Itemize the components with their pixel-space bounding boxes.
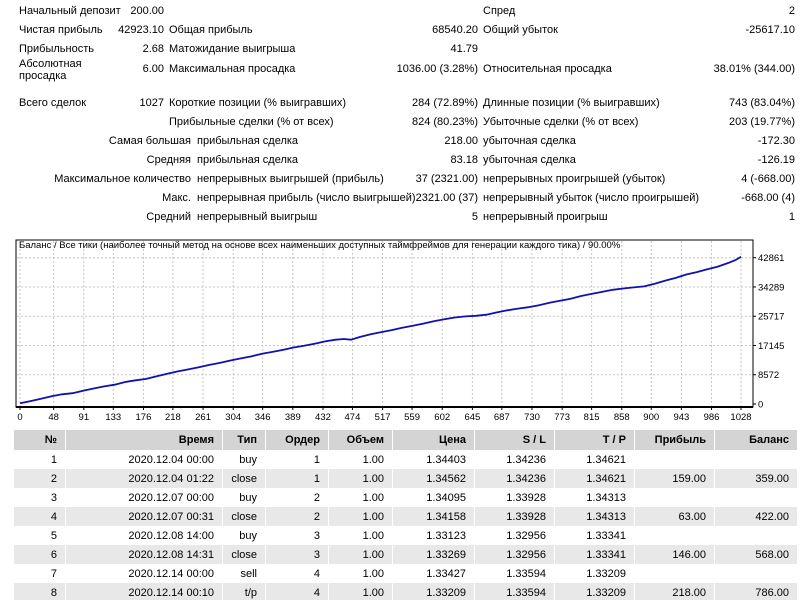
table-cell: 1.33123 <box>393 526 475 545</box>
table-cell: 1.34621 <box>555 469 635 488</box>
stat-label: Чистая прибыль <box>19 24 103 36</box>
x-tick-label: 133 <box>105 412 122 423</box>
table-cell: 1.00 <box>329 450 393 469</box>
table-cell: 4 <box>14 507 66 526</box>
table-cell <box>635 450 715 469</box>
table-cell: 1.34236 <box>475 469 555 488</box>
table-row[interactable] <box>14 450 798 469</box>
stat-label: Максимальная просадка <box>169 63 296 75</box>
column-header: T / P <box>555 430 635 450</box>
table-cell: 1.33209 <box>555 564 635 583</box>
stat-label: Спред <box>483 5 516 17</box>
x-tick-label: 815 <box>583 412 600 423</box>
trades-table <box>14 430 798 600</box>
stat-label: убыточная сделка <box>483 154 576 166</box>
stat-value: 2 <box>788 5 795 17</box>
y-tick-label: 0 <box>758 399 764 411</box>
stat-label: Средний <box>146 211 191 223</box>
y-tick-label: 25717 <box>758 311 785 323</box>
table-cell: 2020.12.08 14:00 <box>66 526 223 545</box>
x-tick-label: 645 <box>464 412 481 423</box>
table-cell: close <box>223 469 266 488</box>
table-cell: 3 <box>266 526 329 545</box>
stat-value: 4 (-668.00) <box>741 173 795 185</box>
y-tick-label: 34289 <box>758 282 785 294</box>
x-tick-label: 687 <box>493 412 510 423</box>
table-row[interactable] <box>14 507 798 526</box>
stat-label: прибыльная сделка <box>197 135 299 147</box>
table-cell <box>715 488 798 507</box>
stat-label: Абсолютная просадка <box>19 58 82 82</box>
table-cell: 1.33209 <box>393 583 475 600</box>
table-cell: 1.33341 <box>555 545 635 564</box>
table-cell: 2020.12.04 00:00 <box>66 450 223 469</box>
table-cell: 2020.12.07 00:31 <box>66 507 223 526</box>
table-cell: 3 <box>14 488 66 507</box>
stat-label: Убыточные сделки (% от всех) <box>483 116 639 128</box>
x-tick-label: 1028 <box>730 412 752 423</box>
table-cell <box>715 564 798 583</box>
trades-table-grid <box>14 430 798 600</box>
stat-label: Всего сделок <box>19 97 87 109</box>
stat-label: непрерывных выигрышей (прибыль) <box>197 173 384 185</box>
table-cell: close <box>223 507 266 526</box>
summary-row <box>0 192 812 208</box>
stat-value: 38.01% (344.00) <box>713 63 795 75</box>
y-tick-label: 8572 <box>758 370 780 382</box>
table-cell: t/p <box>223 583 266 600</box>
table-header-row <box>14 430 798 450</box>
table-cell: 218.00 <box>635 583 715 600</box>
table-cell: 4 <box>266 583 329 600</box>
column-header: Время <box>66 430 223 450</box>
table-cell: 359.00 <box>715 469 798 488</box>
table-cell: 159.00 <box>635 469 715 488</box>
stat-value: 218.00 <box>444 135 478 147</box>
summary-row <box>0 43 812 59</box>
table-cell: 1.34313 <box>555 507 635 526</box>
stat-value: -172.30 <box>757 135 795 147</box>
table-cell: buy <box>223 526 266 545</box>
stat-value: 1027 <box>139 97 164 109</box>
x-tick-label: 858 <box>613 412 630 423</box>
stat-value: 2.68 <box>142 43 164 55</box>
stat-value: 68540.20 <box>432 24 478 36</box>
table-cell: 1.00 <box>329 507 393 526</box>
stat-value: 37 (2321.00) <box>415 173 478 185</box>
x-tick-label: 943 <box>673 412 690 423</box>
summary-row <box>0 97 812 113</box>
table-cell: 7 <box>14 564 66 583</box>
stat-label: Прибыльность <box>19 43 94 55</box>
table-cell: 1.33269 <box>393 545 475 564</box>
table-cell: 1.32956 <box>475 526 555 545</box>
stat-value: 1036.00 (3.28%) <box>396 63 478 75</box>
table-cell: 1.33209 <box>555 583 635 600</box>
table-cell <box>715 526 798 545</box>
summary-row <box>0 24 812 40</box>
stat-label: Относительная просадка <box>483 63 612 75</box>
stat-label: Самая большая <box>108 135 191 147</box>
x-tick-label: 304 <box>225 412 242 423</box>
x-tick-label: 559 <box>404 412 420 423</box>
table-cell: 3 <box>266 545 329 564</box>
stat-value: 41.79 <box>450 43 478 55</box>
stat-label: Матожидание выигрыша <box>169 43 296 55</box>
table-cell <box>635 564 715 583</box>
stat-value: 824 (80.23%) <box>411 116 478 128</box>
table-cell: 1.34313 <box>555 488 635 507</box>
table-cell: 5 <box>14 526 66 545</box>
table-cell: 2 <box>14 469 66 488</box>
summary-row <box>0 173 812 189</box>
table-cell: 1.34158 <box>393 507 475 526</box>
stat-value: -126.19 <box>757 154 795 166</box>
x-tick-label: 91 <box>78 412 90 423</box>
table-cell: 63.00 <box>635 507 715 526</box>
x-tick-label: 176 <box>135 412 152 423</box>
stat-label: Прибыльные сделки (% от всех) <box>169 116 334 128</box>
table-cell: 4 <box>266 564 329 583</box>
y-tick-label: 17145 <box>758 340 785 352</box>
column-header: Баланс <box>715 430 798 450</box>
table-cell: 1.00 <box>329 526 393 545</box>
table-cell: 1.00 <box>329 583 393 600</box>
stat-value: 2321.00 (37) <box>415 192 478 204</box>
stat-label: Максимальное количество <box>54 173 191 185</box>
table-row[interactable] <box>14 564 798 583</box>
table-cell <box>715 450 798 469</box>
x-tick-label: 900 <box>643 412 660 423</box>
stat-label: убыточная сделка <box>483 135 576 147</box>
summary-row <box>0 211 812 227</box>
y-tick-label: 42861 <box>758 253 785 265</box>
stat-value: 1 <box>788 211 795 223</box>
table-row[interactable] <box>14 469 798 488</box>
table-cell <box>635 526 715 545</box>
x-tick-label: 0 <box>17 412 23 423</box>
table-cell: 1.32956 <box>475 545 555 564</box>
table-cell: 8 <box>14 583 66 600</box>
x-tick-label: 517 <box>374 412 391 423</box>
column-header: Объем <box>329 430 393 450</box>
table-cell: 1.33928 <box>475 507 555 526</box>
table-cell: 1.34621 <box>555 450 635 469</box>
chart-title: Баланс / Все тики (наиболее точный метод на основе всех наименьших доступных таймфреймов для генерации каждого тика) / 90.00% <box>19 240 621 251</box>
table-cell: 1 <box>266 469 329 488</box>
balance-chart-canvas <box>0 236 812 432</box>
stat-label: Общий убыток <box>483 24 558 36</box>
table-row[interactable] <box>14 526 798 545</box>
stat-value: 200.00 <box>130 5 164 17</box>
table-cell: close <box>223 545 266 564</box>
stat-value: 203 (19.77%) <box>728 116 795 128</box>
table-cell: 1.33594 <box>475 564 555 583</box>
table-cell: 2 <box>266 488 329 507</box>
summary-row <box>0 154 812 170</box>
table-cell: 1.00 <box>329 564 393 583</box>
column-header: Тип <box>223 430 266 450</box>
table-cell: 568.00 <box>715 545 798 564</box>
stat-value: 6.00 <box>142 63 164 75</box>
table-row[interactable] <box>14 583 798 600</box>
column-header: № <box>14 430 66 450</box>
table-cell: 786.00 <box>715 583 798 600</box>
x-tick-label: 730 <box>524 412 540 423</box>
table-cell: 1.00 <box>329 488 393 507</box>
table-cell: 2 <box>266 507 329 526</box>
stat-value: 83.18 <box>450 154 478 166</box>
table-cell: buy <box>223 488 266 507</box>
table-cell: 1 <box>266 450 329 469</box>
table-row[interactable] <box>14 488 798 507</box>
stat-label: прибыльная сделка <box>197 154 299 166</box>
column-header: S / L <box>475 430 555 450</box>
table-cell: 1.33928 <box>475 488 555 507</box>
stat-label: Начальный депозит <box>19 5 121 17</box>
table-cell <box>635 488 715 507</box>
table-row[interactable] <box>14 545 798 564</box>
x-tick-label: 261 <box>195 412 211 423</box>
table-cell: sell <box>223 564 266 583</box>
summary-row <box>0 135 812 151</box>
stat-label: Макс. <box>162 192 191 204</box>
stat-label: непрерывный проигрыш <box>483 211 608 223</box>
table-cell: 1.33594 <box>475 583 555 600</box>
x-tick-label: 218 <box>164 412 181 423</box>
stat-label: Общая прибыль <box>169 24 253 36</box>
table-cell: 1.34236 <box>475 450 555 469</box>
table-cell: 422.00 <box>715 507 798 526</box>
x-tick-label: 389 <box>284 412 301 423</box>
x-tick-label: 432 <box>315 412 331 423</box>
table-cell: 1.34562 <box>393 469 475 488</box>
summary-row <box>0 5 812 21</box>
x-tick-label: 602 <box>434 412 451 423</box>
stat-label: непрерывный убыток (число проигрышей) <box>483 192 700 204</box>
stat-label: непрерывных проигрышей (убыток) <box>483 173 666 185</box>
table-cell: 1.33427 <box>393 564 475 583</box>
table-cell: 2020.12.14 00:00 <box>66 564 223 583</box>
table-cell: 2020.12.04 01:22 <box>66 469 223 488</box>
table-cell: 1.00 <box>329 545 393 564</box>
stat-value: -25617.10 <box>745 24 795 36</box>
table-cell: 6 <box>14 545 66 564</box>
summary-row <box>0 58 812 82</box>
table-cell: 1.33341 <box>555 526 635 545</box>
stat-label: Средняя <box>146 154 191 166</box>
table-cell: 2020.12.14 00:10 <box>66 583 223 600</box>
x-tick-label: 986 <box>703 412 720 423</box>
x-tick-label: 474 <box>344 412 361 423</box>
table-cell: 1 <box>14 450 66 469</box>
column-header: Цена <box>393 430 475 450</box>
stat-label: непрерывный выигрыш <box>197 211 318 223</box>
stat-label: непрерывная прибыль (число выигрышей) <box>197 192 416 204</box>
stat-value: 5 <box>471 211 478 223</box>
x-tick-label: 346 <box>254 412 271 423</box>
stat-value: 743 (83.04%) <box>728 97 795 109</box>
table-cell: 2020.12.07 00:00 <box>66 488 223 507</box>
stat-value: 42923.10 <box>118 24 164 36</box>
table-cell: buy <box>223 450 266 469</box>
summary-row <box>0 116 812 132</box>
x-tick-label: 773 <box>554 412 571 423</box>
table-cell: 1.00 <box>329 469 393 488</box>
table-cell: 1.34403 <box>393 450 475 469</box>
column-header: Прибыль <box>635 430 715 450</box>
stat-value: -668.00 (4) <box>741 192 795 204</box>
table-cell: 1.34095 <box>393 488 475 507</box>
stat-value: 284 (72.89%) <box>411 97 478 109</box>
stat-label: Короткие позиции (% выигравших) <box>169 97 347 109</box>
stat-label: Длинные позиции (% выигравших) <box>483 97 660 109</box>
x-tick-label: 48 <box>48 412 59 423</box>
table-cell: 2020.12.08 14:31 <box>66 545 223 564</box>
table-cell: 146.00 <box>635 545 715 564</box>
column-header: Ордер <box>266 430 329 450</box>
